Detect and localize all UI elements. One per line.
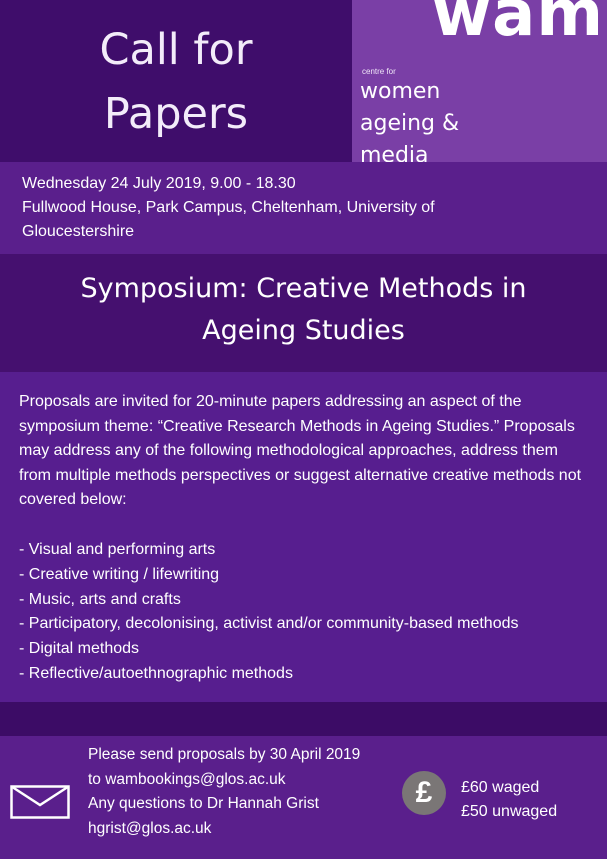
list-item: - Reflective/autoethnographic methods xyxy=(19,664,293,682)
event-details xyxy=(0,162,607,254)
logo-line-3: media xyxy=(360,143,429,162)
list-item: - Visual and performing arts xyxy=(19,541,216,558)
price-unwaged: £50 unwaged xyxy=(461,803,558,820)
contact-deadline: Please send proposals by 30 April 2019 xyxy=(88,746,361,763)
title-line-1: Call for xyxy=(99,25,253,75)
title-line-2: Papers xyxy=(103,89,249,139)
contact-email-2[interactable]: hgrist@glos.ac.uk xyxy=(88,819,212,837)
wam-logo xyxy=(352,0,607,162)
header xyxy=(0,0,607,162)
list-item: - Creative writing / lifewriting xyxy=(19,565,220,583)
pound-icon: £ xyxy=(402,771,446,815)
contact-info xyxy=(88,743,360,841)
logo-small-text: centre for xyxy=(362,67,396,76)
price-waged: £60 waged xyxy=(461,779,540,796)
event-venue-line-1: Fullwood House, Park Campus, Cheltenham, University of xyxy=(22,199,435,216)
symposium-title-line-2: Ageing Studies xyxy=(202,315,405,346)
page-title xyxy=(0,18,352,146)
list-item: - Music, arts and crafts xyxy=(19,590,181,608)
intro-paragraph: Proposals are invited for 20-minute papers addressing an aspect of the symposium theme: “Creative Research Methods in Ageing Studies.” Proposals may address any of the following methodological approaches, address them from multiple methods perspectives or suggest alternative creative methods not covered below: xyxy=(19,393,582,508)
symposium-title xyxy=(0,268,607,352)
logo-line-1: women xyxy=(360,79,441,104)
symposium-section xyxy=(0,254,607,372)
event-lines xyxy=(22,172,435,244)
list-item: - Participatory, decolonising, activist and/or community-based methods xyxy=(19,615,519,633)
logo-line-2: ageing & xyxy=(360,111,460,136)
pricing xyxy=(461,776,557,824)
list-item: - Digital methods xyxy=(19,640,140,658)
body-section xyxy=(0,372,607,702)
logo-text xyxy=(360,76,459,162)
envelope-icon xyxy=(10,785,70,819)
footer xyxy=(0,736,607,859)
contact-email-1[interactable]: to wambookings@glos.ac.uk xyxy=(88,770,286,788)
methods-list xyxy=(19,538,518,687)
contact-questions: Any questions to Dr Hannah Grist xyxy=(88,795,319,812)
symposium-title-line-1: Symposium: Creative Methods in xyxy=(80,273,527,304)
event-venue-line-2: Gloucestershire xyxy=(22,223,135,240)
divider-band xyxy=(0,702,607,736)
logo-mark: wam xyxy=(432,0,604,51)
event-date: Wednesday 24 July 2019, 9.00 - 18.30 xyxy=(22,175,296,192)
